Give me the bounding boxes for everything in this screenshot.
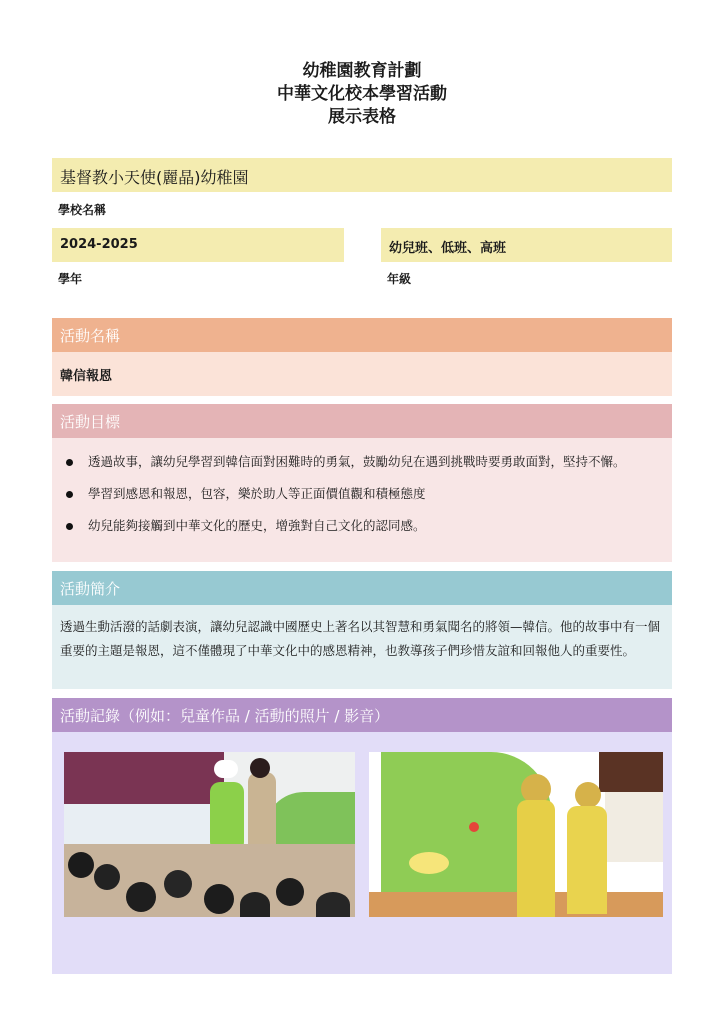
title-line-2: 中華文化校本學習活動 — [277, 84, 447, 104]
intro-text: 透過生動活潑的話劇表演，讓幼兒認識中國歷史上著名以其智慧和勇氣聞名的將領—韓信。他的故事中有一個重要的主題是報恩，這不僅體現了中華文化中的感恩精神，也教導孩子們珍惜友誼和回報他人的重要性。 — [52, 605, 672, 689]
activity-photo-2 — [369, 752, 663, 917]
objective-text: 透過故事，讓幼兒學習到韓信面對困難時的勇氣，鼓勵幼兒在遇到挑戰時要勇敢面對，堅持不懈。 — [88, 454, 626, 469]
objective-text: 學習到感恩和報恩，包容，樂於助人等正面價值觀和積極態度 — [88, 486, 426, 501]
school-name-label: 學校名稱 — [58, 203, 107, 217]
school-year-field: 2024-2025 — [52, 228, 344, 262]
record-heading: 活動記錄（例如：兒童作品 / 活動的照片 / 影音） — [52, 698, 672, 732]
grade-label: 年級 — [387, 272, 412, 286]
list-item — [60, 450, 664, 474]
intro-heading: 活動簡介 — [52, 571, 672, 605]
grade-field: 幼兒班、低班、高班 — [381, 228, 672, 262]
bullet-icon — [66, 491, 73, 498]
objective-text: 幼兒能夠接觸到中華文化的歷史，增強對自己文化的認同感。 — [88, 518, 426, 533]
list-item — [60, 482, 664, 506]
activity-photo-1 — [64, 752, 355, 917]
objectives-heading: 活動目標 — [52, 404, 672, 438]
page-title — [0, 60, 724, 129]
title-line-3: 展示表格 — [328, 107, 396, 127]
school-year-label: 學年 — [58, 272, 83, 286]
activity-name-value: 韓信報恩 — [52, 352, 672, 396]
list-item — [60, 514, 664, 538]
school-name-field: 基督教小天使(麗晶)幼稚園 — [52, 158, 672, 192]
objectives-list — [52, 438, 672, 562]
activity-name-heading: 活動名稱 — [52, 318, 672, 352]
bullet-icon — [66, 523, 73, 530]
title-line-1: 幼稚園教育計劃 — [302, 61, 422, 81]
bullet-icon — [66, 459, 73, 466]
